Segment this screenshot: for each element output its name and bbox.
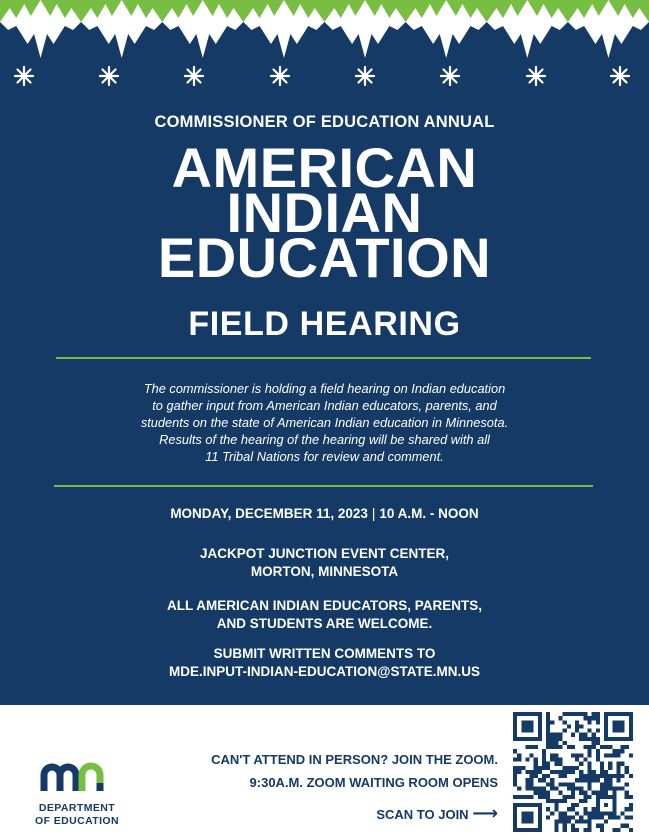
submit-comments (0, 645, 649, 681)
title-line: AMERICAN (171, 136, 478, 199)
zoom-invite: CAN'T ATTEND IN PERSON? JOIN THE ZOOM. (211, 752, 498, 767)
title-line: EDUCATION (157, 226, 492, 289)
divider-top (56, 357, 591, 359)
decorative-banner (0, 0, 649, 62)
star-icon (353, 64, 377, 88)
main-title (0, 136, 649, 289)
separator: | (371, 506, 376, 521)
description (0, 380, 649, 465)
description-line: Results of the hearing of the hearing will be shared with all (159, 432, 490, 447)
arrow-right-icon: ⟶ (472, 803, 498, 823)
zoom-waiting-room: 9:30A.M. ZOOM WAITING ROOM OPENS (249, 775, 498, 790)
submit-line: SUBMIT WRITTEN COMMENTS TO (213, 646, 436, 661)
scan-to-join (376, 803, 498, 824)
mn-logo-icon (22, 757, 132, 797)
title-line: INDIAN (226, 181, 423, 244)
star-icon (608, 64, 632, 88)
star-icon (182, 64, 206, 88)
star-icon (524, 64, 548, 88)
mde-logo (22, 757, 132, 828)
description-line: students on the state of American Indian education in Minnesota. (140, 415, 509, 430)
divider-bottom (54, 485, 593, 487)
submit-email-link[interactable]: MDE.INPUT-INDIAN-EDUCATION@STATE.MN.US (169, 664, 480, 679)
qr-code[interactable] (513, 712, 633, 832)
kicker-heading: COMMISSIONER OF EDUCATION ANNUAL (154, 113, 495, 131)
event-time: 10 A.M. - NOON (379, 506, 479, 521)
star-icon (12, 64, 36, 88)
welcome-line: AND STUDENTS ARE WELCOME. (216, 616, 433, 631)
description-line: The commissioner is holding a field hearing on Indian education (143, 381, 506, 396)
star-icon (97, 64, 121, 88)
logo-text-line: OF EDUCATION (35, 815, 119, 827)
venue-line: JACKPOT JUNCTION EVENT CENTER, (199, 546, 450, 561)
welcome-line: ALL AMERICAN INDIAN EDUCATORS, PARENTS, (166, 598, 482, 613)
logo-text-line: DEPARTMENT (38, 802, 116, 814)
scan-label: SCAN TO JOIN (376, 807, 469, 822)
venue-line: MORTON, MINNESOTA (250, 564, 399, 579)
event-date-time (0, 505, 649, 523)
welcome-note (0, 597, 649, 633)
description-line: to gather input from American Indian educators, parents, and (152, 398, 497, 413)
event-venue (0, 545, 649, 581)
event-date: MONDAY, DECEMBER 11, 2023 (170, 506, 368, 521)
star-icon (268, 64, 292, 88)
star-icon (438, 64, 462, 88)
description-line: 11 Tribal Nations for review and comment. (205, 449, 444, 464)
subtitle: FIELD HEARING (188, 305, 461, 343)
